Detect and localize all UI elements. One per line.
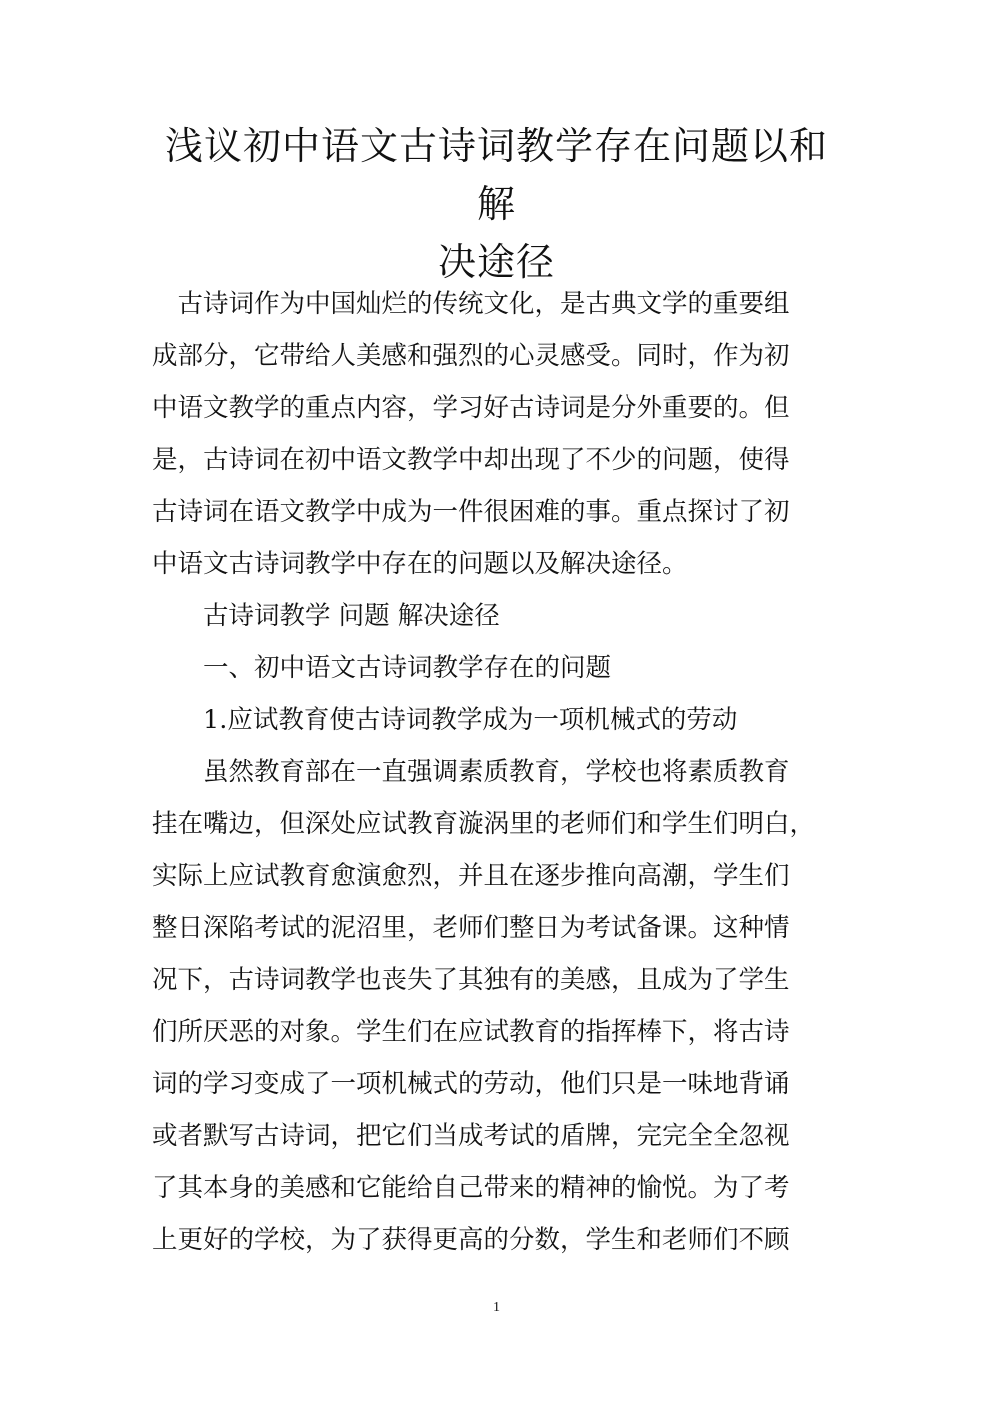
text-line: 或者默写古诗词，把它们当成考试的盾牌，完完全全忽视 xyxy=(152,1121,790,1151)
text-line: 挂在嘴边，但深处应试教育漩涡里的老师们和学生们明白， xyxy=(152,809,816,839)
text-line: 古诗词在语文教学中成为一件很困难的事。重点探讨了初 xyxy=(152,497,790,527)
text-line: 词的学习变成了一项机械式的劳动，他们只是一味地背诵 xyxy=(152,1069,790,1099)
title-line-2: 决途径 xyxy=(437,240,555,284)
body-text xyxy=(152,278,842,1266)
subsection-heading: 1.应试教育使古诗词教学成为一项机械式的劳动 xyxy=(152,705,738,735)
text-line: 实际上应试教育愈演愈烈，并且在逐步推向高潮，学生们 xyxy=(152,861,790,891)
text-line: 成部分，它带给人美感和强烈的心灵感受。同时，作为初 xyxy=(152,341,790,371)
text-line: 中语文教学的重点内容，学习好古诗词是分外重要的。但 xyxy=(152,393,790,423)
text-line: 是，古诗词在初中语文教学中却出现了不少的问题，使得 xyxy=(152,445,790,475)
text-line: 古诗词作为中国灿烂的传统文化，是古典文学的重要组 xyxy=(152,289,790,319)
title-line-1: 浅议初中语文古诗词教学存在问题以和解 xyxy=(164,124,828,226)
page-number: 1 xyxy=(493,1300,500,1315)
text-line: 况下，古诗词教学也丧失了其独有的美感，且成为了学生 xyxy=(152,965,790,995)
document-title xyxy=(150,117,843,291)
text-line: 上更好的学校，为了获得更高的分数，学生和老师们不顾 xyxy=(152,1225,790,1255)
section-heading: 一、初中语文古诗词教学存在的问题 xyxy=(152,653,612,683)
text-line: 中语文古诗词教学中存在的问题以及解决途径。 xyxy=(152,549,688,579)
text-line: 整日深陷考试的泥沼里，老师们整日为考试备课。这种情 xyxy=(152,913,790,943)
text-line: 们所厌恶的对象。学生们在应试教育的指挥棒下，将古诗 xyxy=(152,1017,790,1047)
keywords-line: 古诗词教学 问题 解决途径 xyxy=(152,601,500,631)
text-line: 了其本身的美感和它能给自己带来的精神的愉悦。为了考 xyxy=(152,1173,790,1203)
text-line: 虽然教育部在一直强调素质教育，学校也将素质教育 xyxy=(152,757,790,787)
